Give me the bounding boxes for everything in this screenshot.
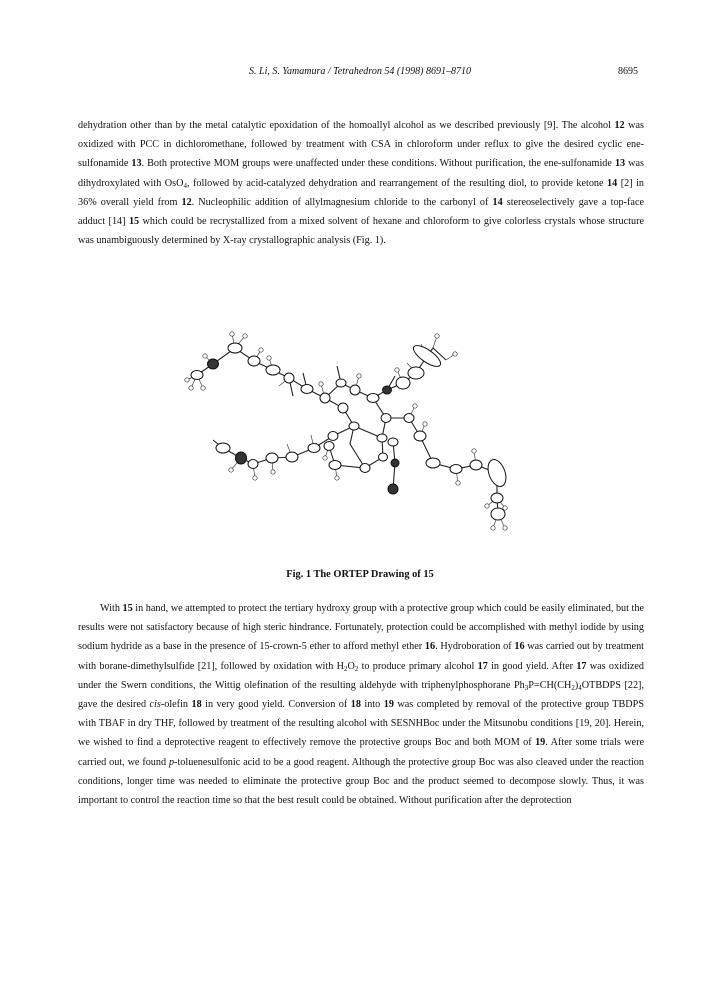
running-header [0, 66, 720, 80]
text-run: With [100, 603, 123, 614]
text-run: O [347, 660, 355, 672]
compound-number: 19 [383, 699, 394, 711]
compound-number: 12 [614, 120, 625, 131]
text-run: , followed by acid-catalyzed dehydration and rearrangement of the resulting diol, to provide ketone [186, 177, 608, 189]
subscript: 3 [524, 683, 529, 692]
text-run: in good yield. After [487, 660, 577, 672]
compound-number: 14 [607, 177, 618, 189]
text-run: dehydration other than by the metal catalytic epoxidation of the homoallyl alcohol as we described previously [9]. The alcohol [78, 120, 615, 131]
subscript: 4 [183, 181, 187, 190]
text-run: ) [574, 679, 579, 691]
ortep-figure [175, 318, 545, 540]
ortep-hydrogen-bonds [187, 334, 505, 528]
text-run: was dihydroxylated with OsO [78, 158, 644, 189]
compound-number: 14 [492, 196, 503, 208]
page-number: 8695 [618, 66, 638, 77]
ortep-bonds [197, 348, 498, 514]
text-run: -olefin [160, 699, 192, 711]
paragraph-2 [78, 599, 644, 810]
ortep-hydrogen-atoms [185, 332, 507, 530]
subscript: 4 [578, 683, 582, 692]
text-run: P=CH(CH [528, 679, 572, 691]
text-run: stereoselectively gave a top-face adduct [14] [78, 196, 644, 228]
ortep-atom-ellipsoids [191, 342, 509, 520]
italic-text: p [168, 756, 175, 768]
compound-number: 16 [514, 641, 525, 653]
compound-number: 13 [614, 158, 626, 170]
compound-number: 18 [350, 699, 361, 711]
compound-number: 17 [477, 660, 488, 672]
text-run: which could be recrystallized from a mixed solvent of hexane and chloroform to give colorless crystals whose structure was unambiguously determined by X-ray crystallographic analysis (Fig. 1). [78, 216, 644, 247]
text-run: into [360, 699, 384, 711]
text-run: was carried out by treatment with borane-dimethylsulfide [21], followed by oxidation with H [78, 641, 644, 672]
compound-number: 16 [424, 641, 436, 653]
text-run: was oxidized under the Swern conditions, the Wittig olefination of the resulting aldehyde with triphenylphosphorane Ph [78, 660, 644, 691]
text-run: . After some trials were carried out, we found [78, 737, 644, 768]
text-run: . Both protective MOM groups were unaffected under these conditions. Without purification, the ene-sulfonamide [141, 158, 615, 170]
subscript: 2 [343, 664, 348, 673]
compound-number: 17 [576, 660, 587, 672]
subscript: 2 [354, 664, 359, 673]
compound-number: 13 [131, 158, 142, 170]
italic-text: cis [149, 699, 161, 711]
paragraph-1 [78, 116, 644, 250]
subscript: 2 [571, 683, 575, 692]
text-run: . Nucleophilic addition of allylmagnesium chloride to the carbonyl of [191, 196, 493, 208]
text-run: was completed by removal of the protective group TBDPS with TBAF in dry THF, followed by treatment of the resulting alcohol with SESNHBoc under the Mitsunobu conditions [19, 20]. Herein, we wished to find a deprotective reagent to effectively remove the protective groups Boc and both MOM of [78, 699, 644, 749]
text-run: to produce primary alcohol [358, 660, 478, 672]
text-run: was oxidized with PCC in dichloromethane, followed by treatment with CSA in chloroform under reflux to give the desired cyclic ene-sulfonamide [78, 120, 644, 170]
text-run: OTBDPS [22], gave the desired [78, 679, 644, 711]
text-run: . Hydroboration of [435, 641, 515, 653]
compound-number: 15 [128, 216, 140, 228]
compound-number: 15 [122, 603, 133, 614]
compound-number: 12 [181, 196, 192, 208]
compound-number: 18 [191, 699, 202, 711]
text-run: in hand, we attempted to protect the tertiary hydroxy group with a protective group which could be easily eliminated, but the results were not satisfactory because of high steric hindrance. Fortunately, protection could be accomplished with methyl iodide by using sodium hydride as a base in the presence of 15-crown-5 ether to afford methyl ether [78, 603, 644, 653]
text-run: -toluenesulfonic acid to be a good reagent. Although the protective group Boc was also cleaved under the reaction conditions, longer time was needed to eliminate the protective group Boc and the product seemed to decompose slowly. Thus, it was important to control the reaction time so that the best result could be obtained. Without purification after the deprotection [78, 756, 644, 807]
text-run: [2] in 36% overall yield from [78, 177, 645, 208]
text-run: in very good yield. Conversion of [201, 699, 351, 711]
figure-caption: Fig. 1 The ORTEP Drawing of 15 [286, 569, 434, 580]
journal-citation: S. Li, S. Yamamura / Tetrahedron 54 (1998) 8691–8710 [249, 66, 471, 77]
compound-number: 19 [535, 737, 546, 749]
